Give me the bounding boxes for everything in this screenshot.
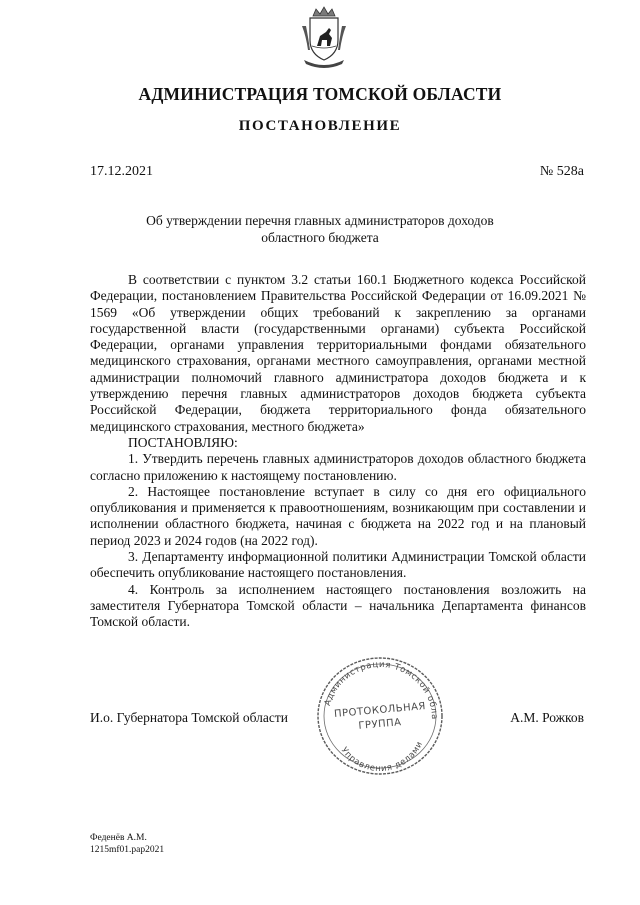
official-stamp (314, 655, 446, 777)
executor-block (90, 832, 164, 856)
preamble-paragraph: В соответствии с пунктом 3.2 статьи 160.1 Бюджетного кодекса Российской Федерации, постановлением Правительства Российской Федерации от 16.09.2021 № 1569 «Об утверждении общих требований к закреплению за органами государственной власти (государственными органами) субъекта Российской Федерации, органами управления территориальными фондами обязательного медицинского страхования, органами местного самоуправления, органами местной администрации полномочий главного администратора доходов бюджета и к утверждению перечня главных администраторов доходов бюджета субъекта Российской Федерации, бюджета территориального фонда обязательного медицинского страхования, местного бюджета» (90, 272, 586, 434)
stamp-center-line-2: ГРУППА (358, 717, 402, 732)
resolution-item-2: 2. Настоящее постановление вступает в силу со дня его официального опубликования и применяется к правоотношениям, возникающим при составлении и исполнении областного бюджета, начиная с бюджета на 2022 год и на плановый период 2023 и 2024 годов (на 2022 год). (90, 483, 586, 548)
executor-name: Феденёв А.М. (90, 833, 147, 843)
subject-line-1: Об утверждении перечня главных администраторов доходов (146, 213, 494, 228)
resolution-item-1: 1. Утвердить перечень главных администраторов доходов областного бюджета согласно приложению к настоящему постановлению. (90, 451, 586, 483)
resolve-word: ПОСТАНОВЛЯЮ: (128, 434, 238, 450)
resolution-item-4: 4. Контроль за исполнением настоящего постановления возложить на заместителя Губернатора Томской области – начальника Департамента финансов Томской области. (90, 581, 586, 630)
svg-text:Администрация Томской области: Администрация Томской обла (322, 659, 440, 721)
organization-title: АДМИНИСТРАЦИЯ ТОМСКОЙ ОБЛАСТИ (138, 84, 502, 104)
subject-line-2: областного бюджета (261, 230, 379, 245)
document-body (90, 272, 586, 631)
document-type: ПОСТАНОВЛЕНИЕ (238, 118, 402, 134)
coat-of-arms-icon (296, 6, 352, 70)
svg-text:Управления делами: Управления делами (338, 739, 426, 775)
signatory-position: И.о. Губернатора Томской области (90, 710, 288, 725)
document-date: 17.12.2021 (90, 164, 153, 179)
signatory-name: А.М. Рожков (510, 710, 584, 725)
document-number: № 528а (539, 164, 584, 179)
resolution-item-3: 3. Департаменту информационной политики Администрации Томской области обеспечить опубликование настоящего постановления. (90, 549, 586, 581)
stamp-center-line-1: ПРОТОКОЛЬНАЯ (333, 701, 427, 720)
document-subject (0, 212, 640, 246)
executor-file: 1215mf01.pap2021 (90, 845, 165, 855)
